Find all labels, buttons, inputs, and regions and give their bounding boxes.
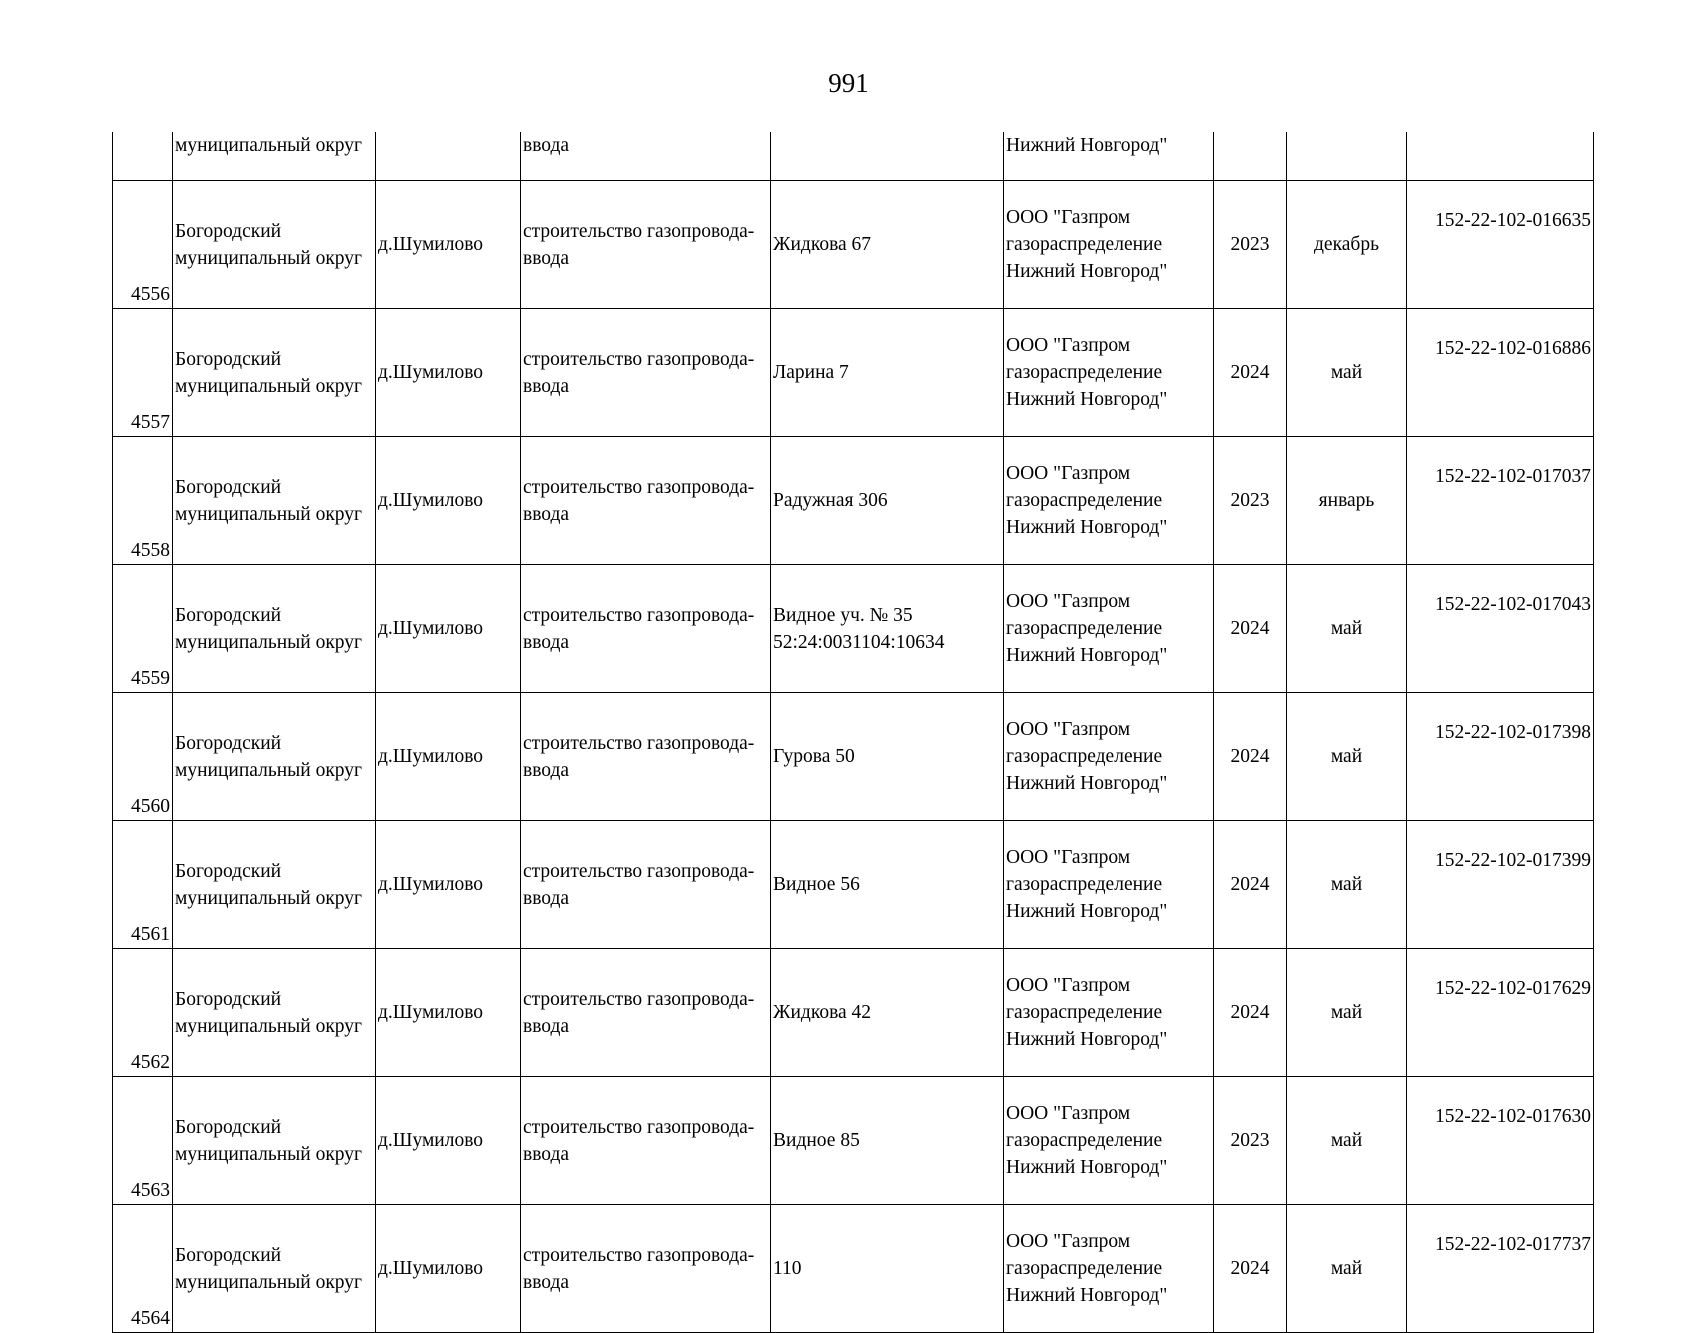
table-row: [113, 821, 1594, 949]
cell-month: май: [1287, 309, 1407, 437]
cell-district: Богородский муниципальный округ: [173, 565, 376, 693]
cell-organization: ООО "Газпром газораспределение Нижний Новгород": [1004, 181, 1214, 309]
cell-organization: ООО "Газпром газораспределение Нижний Новгород": [1004, 693, 1214, 821]
page-number: 991: [828, 68, 869, 98]
table-row: [113, 949, 1594, 1077]
cell-work: строительство газопровода- ввода: [521, 949, 771, 1077]
cell-organization: Нижний Новгород": [1004, 132, 1214, 181]
cell-year: 2023: [1214, 1077, 1287, 1205]
cell-address: Жидкова 42: [771, 949, 1004, 1077]
cell-organization: ООО "Газпром газораспределение Нижний Новгород": [1004, 1205, 1214, 1333]
cell-year: 2024: [1214, 821, 1287, 949]
cell-organization: ООО "Газпром газораспределение Нижний Новгород": [1004, 309, 1214, 437]
table-row: [113, 437, 1594, 565]
table-row: [113, 693, 1594, 821]
cell-year: 2024: [1214, 1205, 1287, 1333]
cell-district: Богородский муниципальный округ: [173, 949, 376, 1077]
cell-address: 110: [771, 1205, 1004, 1333]
cell-year: 2023: [1214, 181, 1287, 309]
cell-settlement: д.Шумилово: [376, 437, 521, 565]
cell-address: Видное уч. № 35 52:24:0031104:10634: [771, 565, 1004, 693]
cell-settlement: д.Шумилово: [376, 565, 521, 693]
cell-month: май: [1287, 693, 1407, 821]
cell-address: Видное 56: [771, 821, 1004, 949]
register-table: [112, 132, 1594, 1333]
table-row: [113, 181, 1594, 309]
cell-district: Богородский муниципальный округ: [173, 1077, 376, 1205]
cell-month: январь: [1287, 437, 1407, 565]
cell-district: муниципальный округ: [173, 132, 376, 181]
cell-code: 152-22-102-017737: [1407, 1205, 1594, 1333]
cell-settlement: д.Шумилово: [376, 693, 521, 821]
cell-code: 152-22-102-017043: [1407, 565, 1594, 693]
cell-settlement: д.Шумилово: [376, 309, 521, 437]
cell-address: [771, 132, 1004, 181]
cell-work: строительство газопровода- ввода: [521, 693, 771, 821]
cell-num: 4558: [113, 437, 173, 565]
cell-code: [1407, 132, 1594, 181]
cell-year: 2024: [1214, 565, 1287, 693]
cell-month: май: [1287, 1077, 1407, 1205]
cell-district: Богородский муниципальный округ: [173, 309, 376, 437]
cell-month: декабрь: [1287, 181, 1407, 309]
cell-code: 152-22-102-016886: [1407, 309, 1594, 437]
cell-work: строительство газопровода- ввода: [521, 309, 771, 437]
cell-district: Богородский муниципальный округ: [173, 181, 376, 309]
cell-num: 4559: [113, 565, 173, 693]
table-body: [113, 132, 1594, 1333]
cell-year: 2024: [1214, 949, 1287, 1077]
cell-code: 152-22-102-017037: [1407, 437, 1594, 565]
cell-code: 152-22-102-016635: [1407, 181, 1594, 309]
cell-settlement: д.Шумилово: [376, 949, 521, 1077]
cell-organization: ООО "Газпром газораспределение Нижний Новгород": [1004, 565, 1214, 693]
cell-year: 2024: [1214, 309, 1287, 437]
cell-work: строительство газопровода- ввода: [521, 821, 771, 949]
cell-num: 4561: [113, 821, 173, 949]
cell-code: 152-22-102-017630: [1407, 1077, 1594, 1205]
cell-settlement: д.Шумилово: [376, 1077, 521, 1205]
cell-month: май: [1287, 949, 1407, 1077]
cell-organization: ООО "Газпром газораспределение Нижний Новгород": [1004, 437, 1214, 565]
table-row: [113, 309, 1594, 437]
cell-work: ввода: [521, 132, 771, 181]
cell-num: 4563: [113, 1077, 173, 1205]
cell-work: строительство газопровода- ввода: [521, 437, 771, 565]
cell-month: [1287, 132, 1407, 181]
cell-month: май: [1287, 821, 1407, 949]
cell-num: 4560: [113, 693, 173, 821]
cell-address: Видное 85: [771, 1077, 1004, 1205]
cell-year: 2023: [1214, 437, 1287, 565]
cell-num: 4564: [113, 1205, 173, 1333]
cell-district: Богородский муниципальный округ: [173, 693, 376, 821]
cell-address: Жидкова 67: [771, 181, 1004, 309]
cell-year: 2024: [1214, 693, 1287, 821]
cell-num: [113, 132, 173, 181]
table-row: [113, 1077, 1594, 1205]
continued-row: [113, 132, 1594, 181]
cell-address: Гурова 50: [771, 693, 1004, 821]
cell-work: строительство газопровода- ввода: [521, 565, 771, 693]
cell-work: строительство газопровода- ввода: [521, 1077, 771, 1205]
cell-num: 4562: [113, 949, 173, 1077]
cell-district: Богородский муниципальный округ: [173, 821, 376, 949]
table-row: [113, 565, 1594, 693]
cell-organization: ООО "Газпром газораспределение Нижний Новгород": [1004, 821, 1214, 949]
cell-organization: ООО "Газпром газораспределение Нижний Новгород": [1004, 1077, 1214, 1205]
cell-num: 4557: [113, 309, 173, 437]
cell-year: [1214, 132, 1287, 181]
cell-num: 4556: [113, 181, 173, 309]
cell-work: строительство газопровода- ввода: [521, 1205, 771, 1333]
cell-address: Радужная 306: [771, 437, 1004, 565]
cell-settlement: д.Шумилово: [376, 181, 521, 309]
cell-work: строительство газопровода- ввода: [521, 181, 771, 309]
cell-code: 152-22-102-017399: [1407, 821, 1594, 949]
cell-organization: ООО "Газпром газораспределение Нижний Новгород": [1004, 949, 1214, 1077]
cell-district: Богородский муниципальный округ: [173, 437, 376, 565]
cell-settlement: д.Шумилово: [376, 1205, 521, 1333]
cell-district: Богородский муниципальный округ: [173, 1205, 376, 1333]
cell-code: 152-22-102-017629: [1407, 949, 1594, 1077]
cell-settlement: [376, 132, 521, 181]
table-row: [113, 1205, 1594, 1333]
cell-code: 152-22-102-017398: [1407, 693, 1594, 821]
cell-month: май: [1287, 565, 1407, 693]
cell-settlement: д.Шумилово: [376, 821, 521, 949]
cell-address: Ларина 7: [771, 309, 1004, 437]
cell-month: май: [1287, 1205, 1407, 1333]
